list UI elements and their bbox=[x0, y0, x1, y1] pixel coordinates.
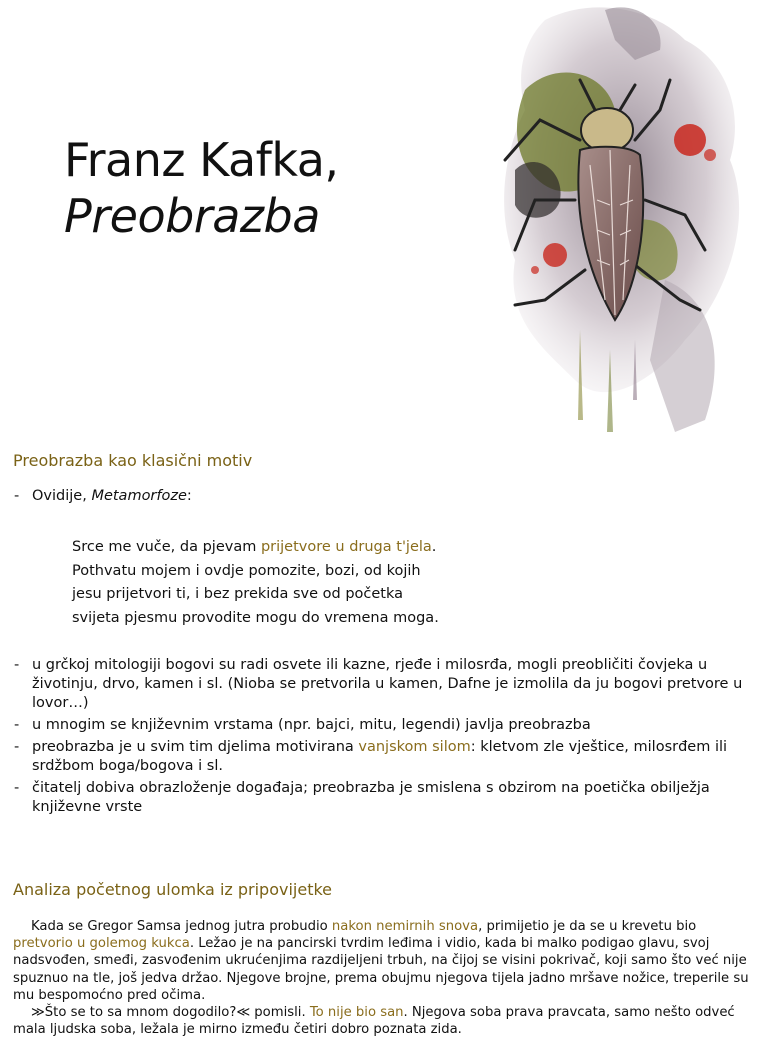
bullet-dash: - bbox=[14, 739, 20, 755]
p1-highlight-2: pretvorio u golemog kukca bbox=[13, 936, 190, 952]
poem-line-1-text: Srce me vuče, da pjevam bbox=[72, 539, 261, 555]
page-title bbox=[64, 132, 339, 244]
analysis-paragraph-1 bbox=[13, 918, 758, 1004]
list-item bbox=[14, 656, 744, 713]
title-work: Preobrazba bbox=[64, 189, 320, 243]
beetle-illustration bbox=[485, 0, 768, 432]
poem-line-2: Pothvatu mojem i ovdje pomozite, bozi, od kojih bbox=[72, 562, 421, 579]
motif-bullet-list bbox=[14, 656, 744, 820]
bullet-text: u grčkoj mitologiji bogovi su radi osvete ili kazne, rjeđe i milosrđa, mogli preobličiti čovjeka u životinju, drvo, kamen i sl. (Nioba se pretvorila u kamen, Dafne je izmolila da ju bogovi pretvore u lovor…) bbox=[32, 657, 743, 711]
ovid-poem bbox=[72, 536, 439, 630]
poem-line-1-end: . bbox=[431, 539, 437, 555]
p1-text-2: , primijetio je da se u krevetu bio bbox=[478, 919, 697, 934]
list-item bbox=[14, 716, 744, 735]
ovid-dash: - bbox=[14, 488, 20, 504]
poem-line-4: svijeta pjesmu provodite mogu do vremena moga. bbox=[72, 609, 439, 626]
p1-text-3: . Ležao je na pancirski tvrdim leđima i vidio, kada bi malko podigao glavu, svoj nadsvođen, smeđi, zasvođenim ukrućenjima razdijeljeni trbuh, na čijoj se visini pokrivač, koji samo što već nije spuznuo na tle, još jedva držao. Njegove brojne, prema obujmu njegova tijela jadno mršave nožice, treperile su mu bespomoćno pred očima. bbox=[13, 936, 749, 1003]
poem-line-1 bbox=[72, 536, 439, 560]
p2-highlight-1: To nije bio san bbox=[309, 1005, 404, 1021]
beetle-watercolor-icon bbox=[485, 0, 768, 432]
ovid-reference bbox=[14, 488, 192, 504]
p2-text-1: ≫Što se to sa mnom dogodilo?≪ pomisli. bbox=[31, 1005, 310, 1021]
analysis-text bbox=[13, 918, 758, 1038]
section-heading-analysis: Analiza početnog ulomka iz pripovijetke bbox=[13, 880, 333, 899]
p1-text-1: Kada se Gregor Samsa jednog jutra probudio bbox=[31, 919, 332, 934]
bullet-text: čitatelj dobiva obrazloženje događaja; preobrazba je smislena s obzirom na poetička obilježja književne vrste bbox=[32, 780, 710, 815]
analysis-paragraph-2 bbox=[13, 1004, 758, 1038]
list-item bbox=[14, 779, 744, 817]
ovid-work: Metamorfoze bbox=[91, 488, 187, 504]
ovid-suffix: : bbox=[186, 488, 192, 504]
poem-line-3: jesu prijetvori ti, i bez prekida sve od početka bbox=[72, 586, 404, 602]
p1-highlight-1: nakon nemirnih snova bbox=[331, 919, 479, 934]
list-item bbox=[14, 738, 744, 776]
section-heading-motif: Preobrazba kao klasični motiv bbox=[13, 451, 253, 470]
ovid-prefix: Ovidije, bbox=[32, 488, 92, 504]
title-author: Franz Kafka, bbox=[64, 133, 339, 187]
bullet-dash: - bbox=[14, 657, 20, 673]
bullet-text: preobrazba je u svim tim djelima motivirana bbox=[32, 739, 359, 755]
bullet-text-end: : kletvom zle vještice, milosrđem ili srdžbom boga/bogova i sl. bbox=[32, 739, 728, 774]
bullet-dash: - bbox=[14, 717, 20, 733]
bullet-text: u mnogim se književnim vrstama (npr. bajci, mitu, legendi) javlja preobrazba bbox=[32, 717, 591, 733]
bullet-dash: - bbox=[14, 780, 20, 796]
bullet-highlight: vanjskom silom bbox=[358, 739, 471, 755]
p2-text-2: . Njegova soba prava pravcata, samo nešto odveć mala ljudska soba, ležala je mirno između četiri dobro poznata zida. bbox=[13, 1005, 735, 1038]
poem-highlight: prijetvore u druga t'jela bbox=[260, 539, 432, 555]
